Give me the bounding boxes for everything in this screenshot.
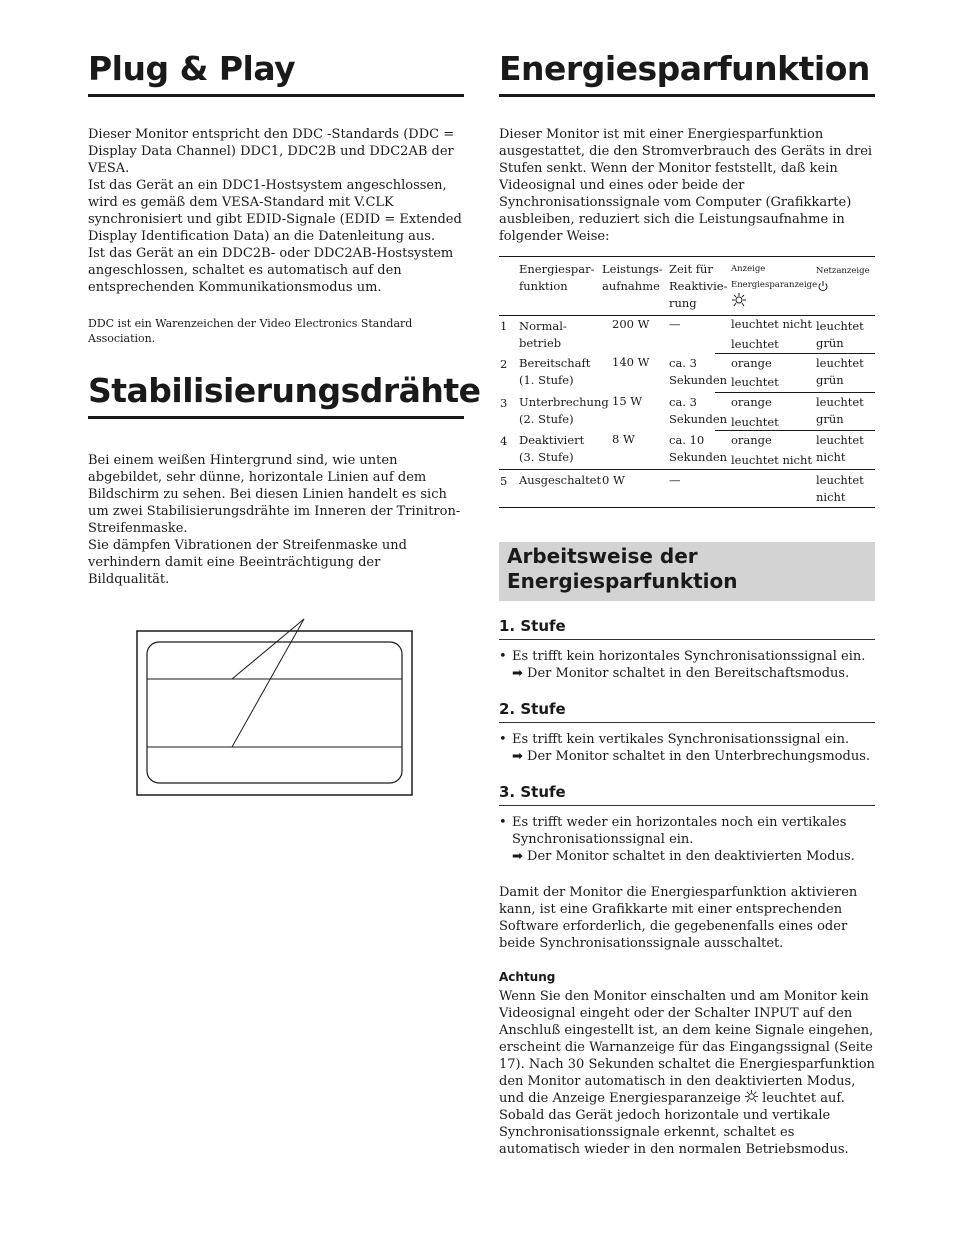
energie-heading-block (499, 48, 875, 97)
row-num: 2 (500, 357, 508, 371)
stufe-2-title: 2. Stufe (499, 700, 566, 718)
row-num: 5 (500, 474, 508, 488)
achtung-text (499, 988, 875, 1158)
header-power: Leistungs- aufnahme (602, 262, 663, 293)
row-net: leuchtet grün (816, 319, 864, 350)
energie-intro-text: Dieser Monitor ist mit einer Energiesparfunktion ausgestattet, die den Stromverbrauch des Geräts in drei Stufen senkt. Wenn der Monitor feststellt, daß kein Videosignal und eines oder beide der Synchronisationssignale vom Computer (Grafikkarte) ausbleiben, reduziert sich die Leistungsaufnahme in folgender Weise: (499, 127, 873, 244)
stufe-3-result (499, 848, 875, 865)
stabilization-wire-diagram (136, 618, 413, 796)
pointer-line-lower (232, 619, 304, 747)
table-row (499, 430, 875, 469)
stabilisierung-heading-block (88, 370, 481, 419)
stabilisierung-body (88, 452, 464, 588)
stufe-1-title: 1. Stufe (499, 617, 566, 635)
row-time: ca. 10 Sekunden (669, 433, 728, 464)
plug-play-paragraph: Ist das Gerät an ein DDC1-Hostsystem angeschlossen, wird es gemäß dem VESA-Standard mit V.CLK synchronisiert und gibt EDID-Signale (EDID = Extended Display Identification Data) an die Datenleitung aus. (88, 178, 462, 244)
stufe-2-result (499, 748, 875, 765)
stufe-2-bullet: • Es trifft kein vertikales Synchronisationssignal ein. (499, 732, 850, 747)
plug-play-heading-block (88, 48, 464, 97)
row-indicator: orange leuchtet (731, 395, 779, 429)
header-time: Zeit für Reaktivie- rung (669, 262, 728, 310)
arrow-right-icon: ➡ (512, 749, 523, 764)
row-func: Bereitschaft (1. Stufe) (519, 356, 591, 387)
plug-play-paragraph: Ist das Gerät an ein DDC2B- oder DDC2AB-Hostsystem angeschlossen, schaltet es automatisch auf den entsprechenden Kommunikationsmodus um. (88, 246, 454, 295)
pointer-line-upper (232, 619, 304, 679)
stufe-2-bullet-text: Es trifft kein vertikales Synchronisationssignal ein. (512, 732, 850, 747)
row-indicator: orange leuchtet nicht (731, 433, 812, 467)
plug-play-body (88, 126, 464, 296)
stufe-1-result-text: Der Monitor schaltet in den Bereitschaftsmodus. (527, 666, 850, 681)
stufe-1-bullet-text: Es trifft kein horizontales Synchronisationssignal ein. (512, 649, 866, 664)
row-power: 140 W (612, 355, 650, 369)
row-time: ca. 3 Sekunden (669, 395, 728, 426)
row-func: Deaktiviert (3. Stufe) (519, 433, 585, 464)
stufe-1-result (499, 665, 875, 682)
monitor-outer-frame (137, 631, 412, 795)
energy-saving-indicator-icon (745, 1090, 758, 1103)
stabilisierung-paragraph: Bei einem weißen Hintergrund sind, wie unten abgebildet, sehr dünne, horizontale Linien auf dem Bildschirm zu sehen. Bei diesen Linien handelt es sich um zwei Stabilisierungsdrähte im Inneren der Trinitron-Streifenmaske. (88, 453, 461, 536)
stufe-2-block (499, 699, 875, 765)
header-func: Energiespar- funktion (519, 262, 595, 293)
row-time: — (669, 473, 681, 487)
row-net: leuchtet nicht (816, 473, 864, 504)
table-row (499, 392, 875, 430)
header-net: Netzanzeige (816, 266, 870, 276)
achtung-block (499, 969, 875, 1158)
arbeitsweise-heading-box (499, 542, 875, 601)
power-table-rows (499, 353, 875, 508)
power-table-header (499, 257, 875, 315)
row-indicator: orange leuchtet (731, 356, 779, 389)
energie-title: Energiesparfunktion (499, 49, 870, 88)
ddc-trademark-note (88, 316, 464, 346)
arrow-right-icon: ➡ (512, 849, 523, 864)
plug-play-paragraph: Dieser Monitor entspricht den DDC -Standards (DDC = Display Data Channel) DDC1, DDC2B und DDC2AB der VESA. (88, 127, 455, 176)
stufe-2-result-text: Der Monitor schaltet in den Unterbrechungsmodus. (527, 749, 870, 764)
row-net: leuchtet grün (816, 356, 864, 387)
left-column (88, 48, 464, 97)
row-num: 4 (500, 434, 508, 448)
table-row (499, 353, 875, 392)
stabilisierung-title: Stabilisierungsdrähte (88, 371, 481, 410)
row-func: Unterbrechung (2. Stufe) (519, 395, 609, 426)
stufe-3-bullet: • Es trifft weder ein horizontales noch ein vertikales Synchronisationssignal ein. (499, 814, 875, 848)
table-row (499, 469, 875, 507)
power-table (499, 256, 875, 354)
header-indicator: Anzeige Energiesparanzeige (731, 264, 818, 290)
row-time: ca. 3 Sekunden (669, 356, 728, 387)
row-func: Normal- betrieb (519, 319, 567, 350)
energy-saving-indicator-icon (732, 293, 746, 307)
row-num: 1 (500, 319, 508, 333)
closing-text: Damit der Monitor die Energiesparfunktion aktivieren kann, ist eine Grafikkarte mit einer entsprechenden Software erforderlich, die gegebenenfalls eines oder beide Synchronisationssignale ausschaltet. (499, 885, 858, 951)
ddc-note-text: DDC ist ein Warenzeichen der Video Electronics Standard Association. (88, 317, 413, 345)
arbeitsweise-closing (499, 884, 875, 952)
row-power: 8 W (612, 432, 635, 446)
row-func: Ausgeschaltet (519, 473, 602, 487)
row-power: 200 W (612, 317, 650, 331)
stufe-1-bullet: • Es trifft kein horizontales Synchronisationssignal ein. (499, 649, 866, 664)
plug-play-title: Plug & Play (88, 49, 296, 88)
stufe-3-bullet-text: Es trifft weder ein horizontales noch ein vertikales Synchronisationssignal ein. (512, 815, 847, 847)
stufe-1-block (499, 616, 875, 682)
achtung-text-before: Wenn Sie den Monitor einschalten und am Monitor kein Videosignal eingeht oder der Schalter INPUT auf den Anschluß eingestellt ist, an dem keine Signale eingehen, erscheint die Warnanzeige für das Eingangssignal (Seite 17). Nach 30 Sekunden schaltet die Energiesparfunktion den Monitor automatisch in den deaktivierten Modus, und die Anzeige Energiesparanzeige (499, 989, 875, 1106)
table-row (499, 315, 875, 354)
stabilisierung-paragraph: Sie dämpfen Vibrationen der Streifenmaske und verhindern damit eine Beeinträchtigung der Bildqualität. (88, 538, 407, 587)
table-bottom-rule (499, 507, 875, 508)
stufe-3-block (499, 782, 875, 865)
achtung-text-after: leuchtet auf. Sobald das Gerät jedoch horizontale und vertikale Synchronisationssignale erkennt, schaltet es automatisch wieder in den normalen Betriebsmodus. (499, 1091, 849, 1157)
achtung-title: Achtung (499, 970, 556, 984)
right-column (499, 48, 875, 97)
arbeitsweise-title: Arbeitsweise der Energiesparfunktion (507, 544, 738, 593)
row-indicator: leuchtet nicht (731, 317, 812, 331)
arrow-right-icon: ➡ (512, 666, 523, 681)
power-indicator-icon (817, 280, 829, 292)
row-power: 0 W (602, 473, 625, 487)
stufe-3-result-text: Der Monitor schaltet in den deaktivierten Modus. (527, 849, 855, 864)
stufe-3-title: 3. Stufe (499, 783, 566, 801)
row-time: — (669, 317, 681, 331)
row-num: 3 (500, 396, 508, 410)
row-power: 15 W (612, 394, 643, 408)
energie-intro (499, 126, 875, 245)
row-net: leuchtet nicht (816, 433, 864, 464)
screen-outline (147, 642, 402, 783)
row-net: leuchtet grün (816, 395, 864, 426)
row-indicator-extra: leuchtet (731, 337, 779, 351)
